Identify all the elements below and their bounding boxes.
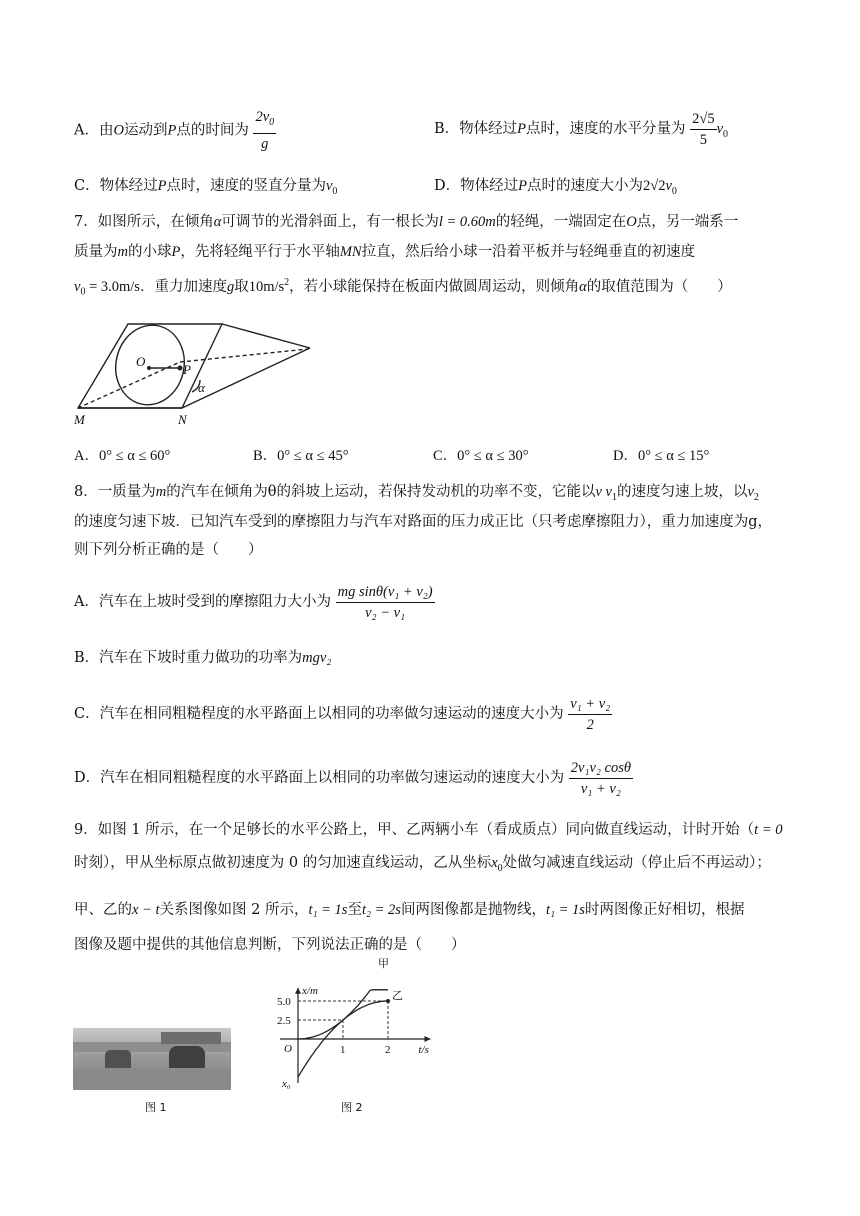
horizontal-plane-bottom (182, 348, 310, 408)
q7-option-a: A．0° ≤ α ≤ 60° (74, 448, 171, 464)
label-p: P (183, 362, 191, 377)
x-tick-1: 1 (340, 1044, 346, 1056)
horizontal-plane-top (222, 324, 310, 348)
q6-option-b: B．物体经过P点时，速度的水平分量为 $\frac{2√5}{5}$ $v_0$ (434, 110, 729, 148)
fixed-point-o (147, 366, 151, 370)
q8-stem-line-3: 则下列分析正确的是（ ） (74, 542, 263, 558)
q7-option-d: D．0° ≤ α ≤ 15° (613, 448, 710, 464)
q6-option-a: A．由O运动到P点的时间为 $\frac{2v_0}{g}$ (74, 109, 275, 152)
label-n: N (178, 412, 187, 427)
y-tick-5: 5.0 (277, 996, 291, 1008)
q8-stem-line-1: 8．一质量为m的汽车在倾角为θ的斜坡上运动，若保持发动机的功率不变，它能以v $v_1$的速度匀速上坡，以$v_2$ (74, 484, 759, 503)
q9-road-photo (73, 1028, 231, 1090)
circular-path (108, 319, 191, 411)
label-o: O (136, 354, 146, 369)
q9-stem-line-1: 9．如图 1 所示，在一个足够长的水平公路上，甲、乙两辆小车（看成质点）同向做直线运动，计时开始（t = 0 (74, 822, 783, 838)
q7-option-b: B．0° ≤ α ≤ 45° (253, 448, 349, 464)
q9-xt-chart (268, 958, 440, 1095)
q7-stem-line-2: 质量为m的小球P，先将轻绳平行于水平轴MN拉直，然后给小球一沿着平板并与轻绳垂直的初速度 (74, 244, 696, 260)
incline-plane (78, 324, 222, 408)
q8-d-fraction: $\frac{\text{2v₁v₂ cosθ}}{\text{v₁ + v₂}}$ (570, 759, 632, 797)
q9-stem-line-4: 图像及题中提供的其他信息判断，下列说法正确的是（ ） (74, 937, 466, 953)
q6-option-c: C．物体经过P点时，速度的竖直分量为$v_0$ (74, 178, 338, 197)
label-m: M (74, 412, 85, 427)
q8-c-fraction: $\frac{\text{v₁ + v₂}}{2}$ (570, 695, 611, 733)
ball-p (178, 366, 183, 371)
y-axis-arrow (295, 988, 301, 994)
legend-label-yi: 乙 (392, 990, 403, 1002)
x-axis-arrow (425, 1036, 431, 1042)
car-left (105, 1050, 131, 1070)
q8-option-d: D．汽车在相同粗糙程度的水平路面上以相同的功率做匀速运动的速度大小为 $\frac{\text{2v₁v₂ cosθ}}{\text{v₁ + v₂}}$ (74, 759, 632, 797)
q8-option-b: B．汽车在下坡时重力做功的功率为mgv₂ (74, 650, 332, 666)
q6-b-fraction: $\frac{2√5}{5}$ (692, 110, 715, 148)
q7-option-c: C．0° ≤ α ≤ 30° (433, 448, 529, 464)
q8-stem-line-2: 的速度匀速下坡．已知汽车受到的摩擦阻力与汽车对路面的压力成正比（只考虑摩擦阻力），重力加速度为g， (74, 514, 773, 530)
q8-a-fraction: $\frac{\text{mg sinθ(v₁ + v₂)}}{\text{v₂ − v₁}}$ (337, 583, 433, 621)
label-alpha: α (198, 380, 205, 395)
q8-option-a: A．汽车在上坡时受到的摩擦阻力大小为 $\frac{\text{mg sinθ(v₁ + v₂)}}{\text{v₂ − v₁}}$ (74, 583, 433, 621)
q7-stem-line-3: $v_0 = 3.0m/s$．重力加速度g取$10m/s^2$，若小球能保持在板面内做圆周运动，则倾角α的取值范围为（ ） (74, 277, 732, 298)
q7-incline-figure (70, 318, 310, 428)
series-2-endpoint (386, 999, 390, 1003)
legend-label-jia: 甲 (378, 958, 389, 970)
q9-stem-line-3: 甲、乙的x − t关系图像如图 2 所示，t₁ = 1s至t₂ = 2s间两图像都是抛物线，t₁ = 1s时两图像正好相切，根据 (74, 902, 745, 918)
x-axis-label: t/s (418, 1044, 429, 1056)
q6-option-d: D．物体经过P点时的速度大小为$2√2v_0$ (434, 178, 677, 197)
origin-label: O (284, 1043, 292, 1055)
q9-stem-line-2: 时刻），甲从坐标原点做初速度为 0 的匀加速直线运动，乙从坐标$x_0$处做匀减速直线运动（停止后不再运动）； (74, 855, 771, 874)
dashed-edge (78, 362, 180, 408)
q7-stem-line-1: 7．如图所示，在倾角α可调节的光滑斜面上，有一根长为l = 0.60m的轻绳，一端固定在O点，另一端系一 (74, 214, 739, 230)
y-axis-label: x/m (302, 984, 318, 997)
y-tick-2-5: 2.5 (277, 1015, 291, 1027)
x-tick-2: 2 (385, 1044, 391, 1056)
q8-option-c: C．汽车在相同粗糙程度的水平路面上以相同的功率做匀速运动的速度大小为 $\frac{\text{v₁ + v₂}}{2}$ (74, 695, 611, 733)
dashed-edge-2 (180, 349, 308, 362)
fig2-caption: 图 2 (341, 1101, 363, 1114)
fig1-caption: 图 1 (145, 1101, 167, 1114)
q6-a-fraction: $\frac{2v_0}{g}$ (255, 109, 275, 152)
y-tick-x0: x₀ (282, 1078, 291, 1090)
